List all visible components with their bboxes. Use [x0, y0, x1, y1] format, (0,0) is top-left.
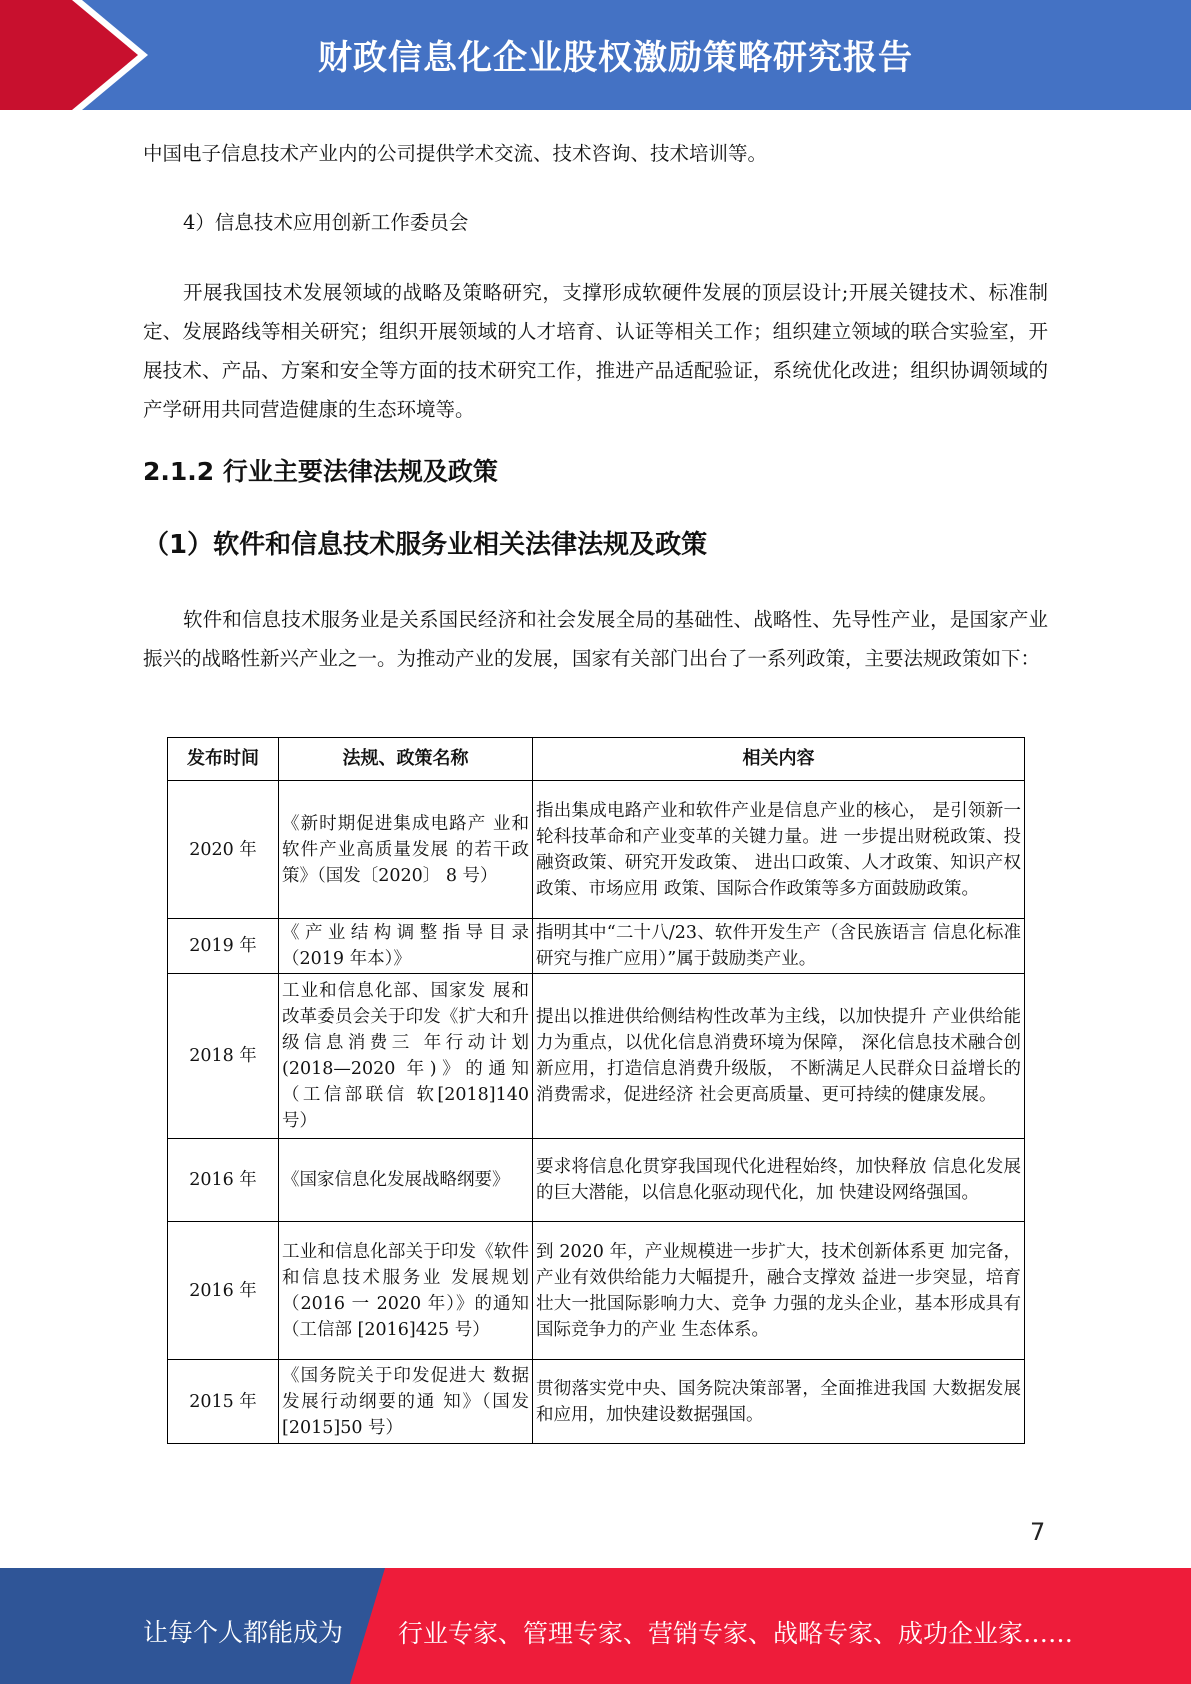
cell-year: 2018 年: [168, 974, 279, 1139]
cell-year: 2019 年: [168, 919, 279, 974]
cell-content: 贯彻落实党中央、国务院决策部署，全面推进我国 大数据发展和应用，加快建设数据强国。: [533, 1360, 1025, 1444]
page-number: 7: [1030, 1518, 1046, 1546]
body-paragraph-2: [143, 273, 1048, 429]
table-row: [168, 781, 1025, 919]
policy-table: [167, 737, 1025, 1444]
column-header-name: 法规、政策名称: [279, 738, 533, 781]
cell-policy-name: 《产业结构调整指导目录（2019 年本）》: [279, 919, 533, 974]
table-row: [168, 919, 1025, 974]
list-item-4: [143, 203, 1048, 242]
table-row: [168, 1139, 1025, 1222]
cell-content: 指明其中“二十八/23、软件开发生产（含民族语言 信息化标准研究与推广应用）”属于鼓励类产业。: [533, 919, 1025, 974]
header-title: 财政信息化企业股权激励策略研究报告: [318, 38, 913, 78]
cell-year: 2016 年: [168, 1139, 279, 1222]
table-row: [168, 1222, 1025, 1360]
body-paragraph-1: [143, 134, 1048, 173]
column-header-date: 发布时间: [168, 738, 279, 781]
cell-content: 指出集成电路产业和软件产业是信息产业的核心， 是引领新一轮科技革命和产业变革的关键力量。进 一步提出财税政策、投融资政策、研究开发政策、 进出口政策、人才政策、知识产权政策、市场应用 政策、国际合作政策等多方面鼓励政策。: [533, 781, 1025, 919]
cell-content: 到 2020 年，产业规模进一步扩大，技术创新体系更 加完备，产业有效供给能力大幅提升，融合支撑效 益进一步突显，培育壮大一批国际影响力大、竞争 力强的龙头企业，基本形成具有国际竞争力的产业 生态体系。: [533, 1222, 1025, 1360]
paragraph-text: 软件和信息技术服务业是关系国民经济和社会发展全局的基础性、战略性、先导性产业，是国家产业振兴的战略性新兴产业之一。为推动产业的发展，国家有关部门出台了一系列政策，主要法规政策如下：: [143, 608, 1048, 670]
table-header-row: [168, 738, 1025, 781]
footer-slogan-right: 行业专家、管理专家、营销专家、战略专家、成功企业家……: [398, 1619, 1074, 1648]
cell-year: 2015 年: [168, 1360, 279, 1444]
column-header-content: 相关内容: [533, 738, 1025, 781]
table-row: [168, 974, 1025, 1139]
cell-year: 2020 年: [168, 781, 279, 919]
cell-year: 2016 年: [168, 1222, 279, 1360]
cell-policy-name: 工业和信息化部、国家发 展和改革委员会关于印发《扩大和升级信息消费三 年行动计划(2018—2020 年)》的通知（工信部联信 软[2018]140 号）: [279, 974, 533, 1139]
footer-slogan-left: 让每个人都能成为: [143, 1618, 344, 1647]
page-header: [0, 0, 1191, 110]
section-heading-2-1-2: 2.1.2 行业主要法律法规及政策: [143, 457, 498, 486]
cell-content: 提出以推进供给侧结构性改革为主线，以加快提升 产业供给能力为重点，以优化信息消费环境为保障， 深化信息技术融合创新应用，打造信息消费升级版， 不断满足人民群众日益增长的消费需求，促进经济 社会更高质量、更可持续的健康发展。: [533, 974, 1025, 1139]
body-paragraph-3: [143, 600, 1048, 678]
cell-policy-name: 工业和信息化部关于印发《软件和信息技术服务业 发展规划（2016 一 2020 年）》的通知（工信部 [2016]425 号）: [279, 1222, 533, 1360]
table-row: [168, 1360, 1025, 1444]
paragraph-text: 中国电子信息技术产业内的公司提供学术交流、技术咨询、技术培训等。: [143, 142, 768, 165]
list-item-text: 4）信息技术应用创新工作委员会: [183, 211, 469, 234]
subsection-heading-1: （1）软件和信息技术服务业相关法律法规及政策: [143, 530, 708, 560]
cell-policy-name: 《国家信息化发展战略纲要》: [279, 1139, 533, 1222]
paragraph-text: 开展我国技术发展领域的战略及策略研究，支撑形成软硬件发展的顶层设计;开展关键技术、标准制定、发展路线等相关研究；组织开展领域的人才培育、认证等相关工作；组织建立领域的联合实验室，开展技术、产品、方案和安全等方面的技术研究工作，推进产品适配验证，系统优化改进；组织协调领域的产学研用共同营造健康的生态环境等。: [143, 281, 1048, 421]
cell-policy-name: 《国务院关于印发促进大 数据发展行动纲要的通 知》（国发[2015]50 号）: [279, 1360, 533, 1444]
page-footer: [0, 1568, 1191, 1684]
cell-content: 要求将信息化贯穿我国现代化进程始终，加快释放 信息化发展的巨大潜能，以信息化驱动现代化，加 快建设网络强国。: [533, 1139, 1025, 1222]
cell-policy-name: 《新时期促进集成电路产 业和软件产业高质量发展 的若干政策》（国发〔2020〕 8 号）: [279, 781, 533, 919]
